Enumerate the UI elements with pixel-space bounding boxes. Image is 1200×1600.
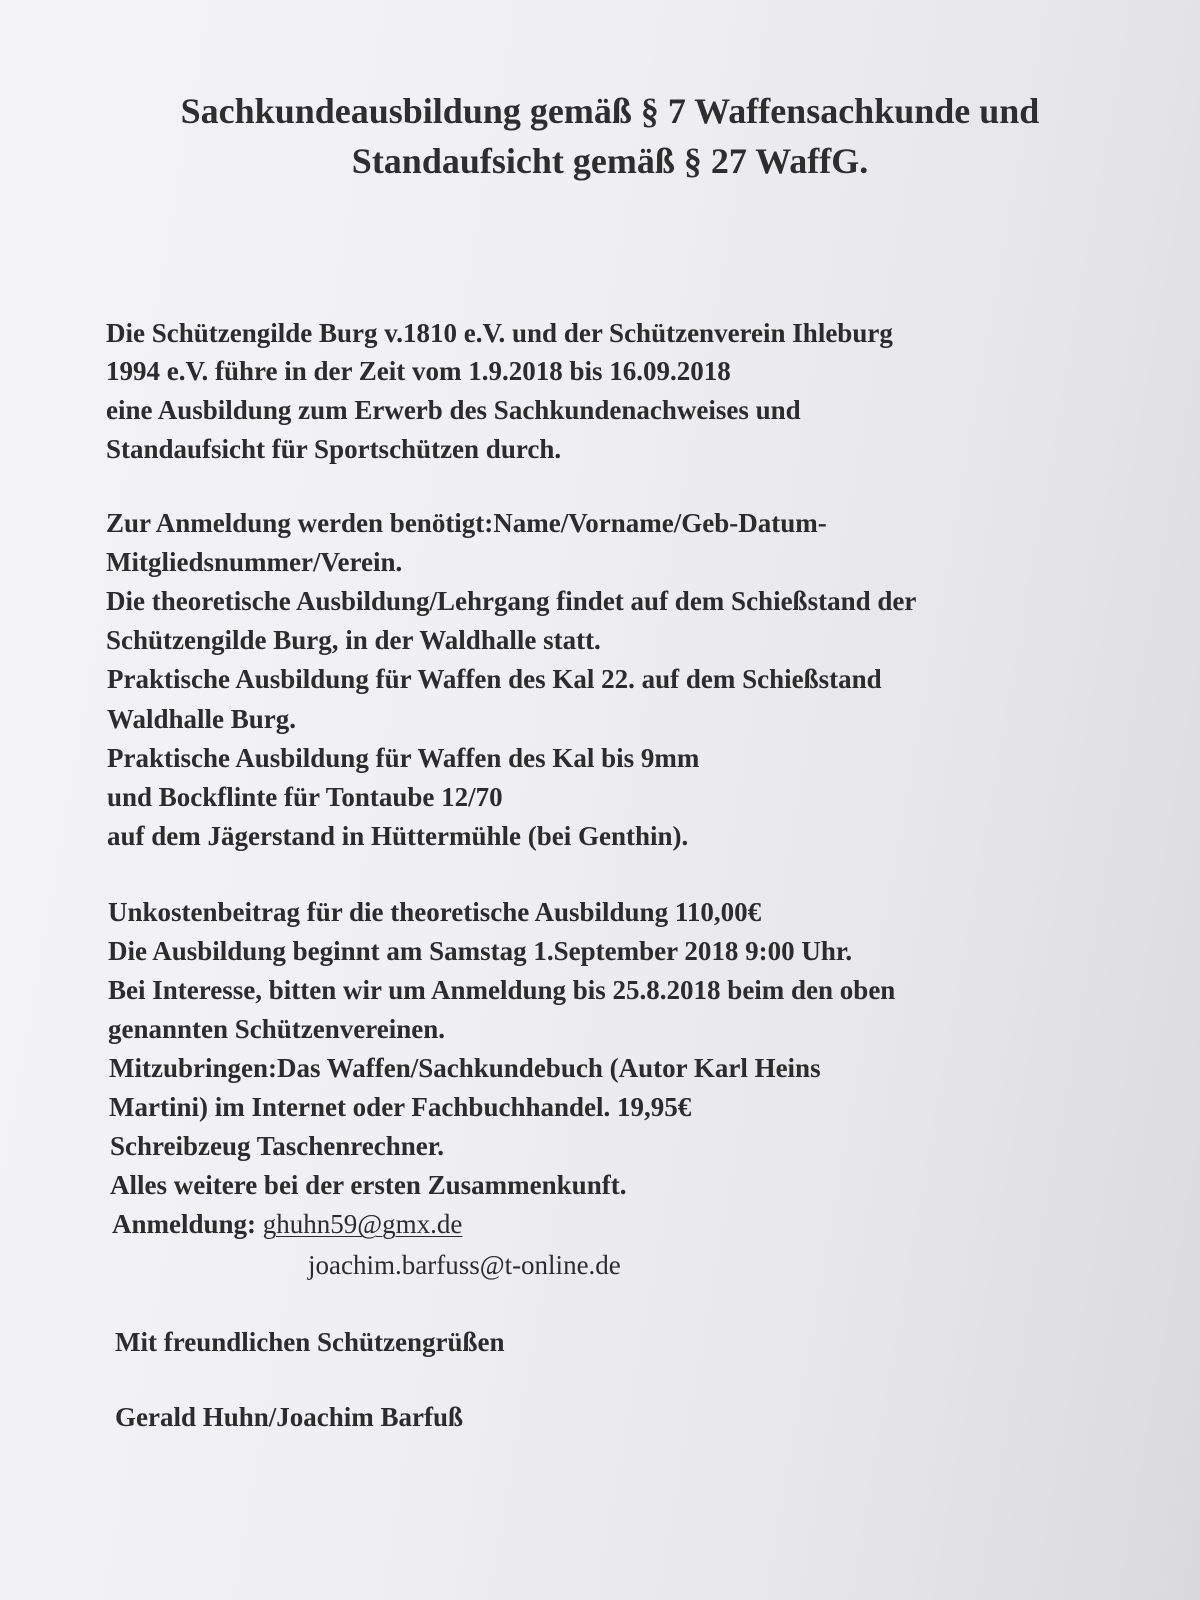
intro-line: Die Schützengilde Burg v.1810 e.V. und der Schützenverein Ihleburg bbox=[106, 318, 893, 348]
details-line: Zur Anmeldung werden benötigt:Name/Vorname/Geb-Datum- bbox=[106, 508, 827, 538]
info-line: Schreibzeug Taschenrechner. bbox=[110, 1131, 445, 1161]
details-line: auf dem Jägerstand in Hüttermühle (bei Genthin). bbox=[107, 821, 689, 851]
info-line: Martini) im Internet oder Fachbuchhandel. 19,95€ bbox=[109, 1092, 692, 1122]
registration-line bbox=[112, 1207, 462, 1241]
intro-line: 1994 e.V. führe in der Zeit vom 1.9.2018 bis 16.09.2018 bbox=[106, 356, 731, 386]
info-line: Bei Interesse, bitten wir um Anmeldung bis 25.8.2018 beim den oben bbox=[108, 975, 896, 1005]
closing-greeting: Mit freundlichen Schützengrüßen bbox=[115, 1327, 505, 1357]
email-text-barfuss: joachim.barfuss@t-online.de bbox=[308, 1250, 621, 1280]
details-line: und Bockflinte für Tontaube 12/70 bbox=[107, 782, 503, 812]
info-line: Mitzubringen:Das Waffen/Sachkundebuch (Autor Karl Heins bbox=[109, 1053, 821, 1083]
intro-line: Standaufsicht für Sportschützen durch. bbox=[106, 434, 562, 464]
details-line: Schützengilde Burg, in der Waldhalle statt. bbox=[106, 625, 601, 655]
details-line: Die theoretische Ausbildung/Lehrgang findet auf dem Schießstand der bbox=[106, 586, 917, 616]
info-line: genannten Schützenvereinen. bbox=[108, 1014, 446, 1044]
email-link-ghuhn[interactable]: ghuhn59@gmx.de bbox=[262, 1209, 463, 1239]
details-line: Praktische Ausbildung für Waffen des Kal 22. auf dem Schießstand bbox=[107, 664, 882, 694]
info-line: Die Ausbildung beginnt am Samstag 1.September 2018 9:00 Uhr. bbox=[108, 936, 853, 966]
details-line: Waldhalle Burg. bbox=[107, 704, 297, 734]
signature: Gerald Huhn/Joachim Barfuß bbox=[115, 1402, 464, 1432]
intro-line: eine Ausbildung zum Erwerb des Sachkundenachweises und bbox=[106, 395, 801, 425]
info-line: Alles weitere bei der ersten Zusammenkunft. bbox=[110, 1170, 627, 1200]
document-title-line-1: Sachkundeausbildung gemäß § 7 Waffensachkunde und bbox=[180, 91, 1040, 131]
document-title-line-2: Standaufsicht gemäß § 27 WaffG. bbox=[351, 141, 869, 181]
registration-label: Anmeldung: bbox=[112, 1209, 257, 1239]
details-line: Praktische Ausbildung für Waffen des Kal bis 9mm bbox=[107, 743, 700, 773]
info-line: Unkostenbeitrag für die theoretische Ausbildung 110,00€ bbox=[108, 897, 762, 927]
details-line: Mitgliedsnummer/Verein. bbox=[106, 547, 403, 577]
